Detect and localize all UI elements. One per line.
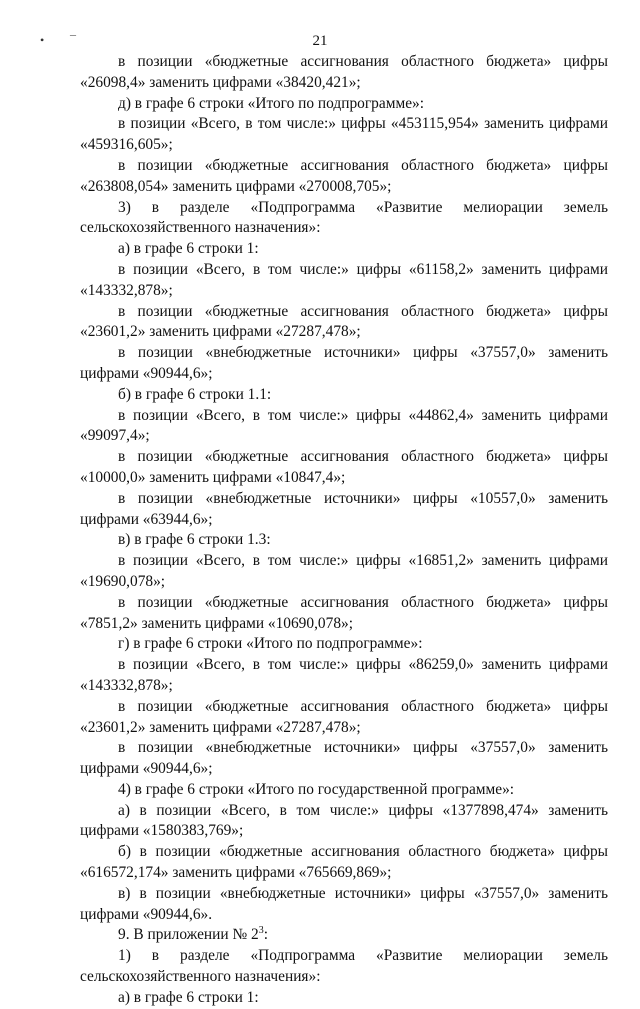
paragraph: в позиции «Всего, в том числе:» цифры «44862,4» заменить цифрами «99097,4»; [80, 406, 608, 445]
page-number: 21 [312, 33, 328, 49]
paragraph: б) в позиции «бюджетные ассигнования областного бюджета» цифры «616572,174» заменить цифрами «765669,869»; [80, 843, 608, 882]
paragraph: в позиции «внебюджетные источники» цифры «37557,0» заменить цифрами «90944,6»; [80, 739, 608, 778]
paragraph: в позиции «Всего, в том числе:» цифры «453115,954» заменить цифрами «459316,605»; [80, 115, 608, 154]
paragraph: 4) в графе 6 строки «Итого по государственной программе»: [118, 780, 515, 798]
paragraph: в позиции «Всего, в том числе:» цифры «86259,0» заменить цифрами «143332,878»; [80, 656, 608, 694]
paragraph: а) в графе 6 строки 1: [118, 240, 259, 258]
document-body [80, 52, 608, 1009]
paragraph: а) в позиции «Всего, в том числе:» цифры «1377898,474» заменить цифрами «1580383,769»; [80, 801, 608, 840]
paragraph: в позиции «бюджетные ассигнования областного бюджета» цифры «7851,2» заменить цифрами «10690,078»; [80, 593, 608, 632]
paragraph: в позиции «бюджетные ассигнования областного бюджета» цифры «23601,2» заменить цифрами «27287,478»; [80, 697, 608, 736]
paragraph [80, 925, 608, 946]
paragraph: г) в графе 6 строки «Итого по подпрограмме»: [118, 635, 423, 653]
paragraph: в позиции «бюджетные ассигнования областного бюджета» цифры «23601,2» заменить цифрами «27287,478»; [80, 302, 608, 341]
paragraph-text: 9. В приложении № 2 [118, 926, 259, 944]
superscript: 3 [258, 925, 264, 937]
paragraph: 3) в разделе «Подпрограмма «Развитие мелиорации земель сельскохозяйственного назначения»: [80, 198, 608, 237]
paragraph: в позиции «Всего, в том числе:» цифры «61158,2» заменить цифрами «143332,878»; [80, 260, 608, 299]
paragraph: в позиции «внебюджетные источники» цифры «37557,0» заменить цифрами «90944,6»; [80, 344, 608, 382]
paragraph: б) в графе 6 строки 1.1: [118, 385, 272, 403]
paragraph: в позиции «внебюджетные источники» цифры «10557,0» заменить цифрами «63944,6»; [80, 489, 608, 528]
paragraph: а) в графе 6 строки 1: [118, 988, 259, 1006]
paragraph: в позиции «бюджетные ассигнования областного бюджета» цифры «26098,4» заменить цифрами «38420,421»; [80, 53, 608, 91]
paragraph: в) в графе 6 строки 1.3: [118, 531, 271, 549]
paragraph: д) в графе 6 строки «Итого по подпрограмме»: [118, 94, 424, 112]
paragraph: в позиции «Всего, в том числе:» цифры «16851,2» заменить цифрами «19690,078»; [80, 552, 608, 590]
paragraph: в позиции «бюджетные ассигнования областного бюджета» цифры «10000,0» заменить цифрами «10847,4»; [80, 448, 608, 486]
paragraph-text: : [263, 926, 268, 944]
scan-mark: • [40, 33, 45, 47]
paragraph: в позиции «бюджетные ассигнования областного бюджета» цифры «263808,054» заменить цифрами «270008,705»; [80, 156, 608, 195]
paragraph: в) в позиции «внебюджетные источники» цифры «37557,0» заменить цифрами «90944,6». [80, 884, 608, 923]
paragraph: 1) в разделе «Подпрограмма «Развитие мелиорации земель сельскохозяйственного назначения»: [80, 947, 608, 986]
scan-mark: ¯ [70, 33, 76, 47]
